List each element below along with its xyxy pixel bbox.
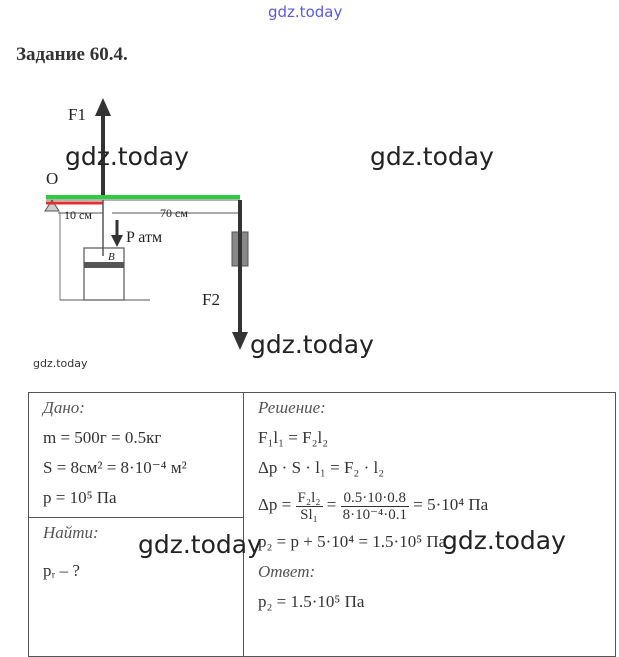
cylinder: [84, 248, 124, 300]
given-line-2: S = 8см² = 8·10⁻⁴ м²: [43, 458, 187, 477]
solution-header: Решение:: [258, 398, 326, 417]
label-10cm: 10 см: [64, 208, 92, 222]
given-line-1: m = 500г = 0.5кг: [43, 428, 162, 447]
solution-line-4: p₂ = p + 5·10⁴ = 1.5·10⁵ Па: [258, 532, 447, 551]
label-b: B: [108, 251, 115, 263]
solution-line-2: Δp · S · l₁ = F₂ · l₂: [258, 458, 385, 477]
label-patm: P атм: [126, 229, 163, 246]
fraction-1: [296, 490, 323, 523]
patm-arrowhead: [111, 235, 123, 247]
find-line-1: pᵣ – ?: [43, 561, 80, 580]
watermark-1: gdz.today: [65, 142, 189, 171]
given-line-3: p = 10⁵ Па: [43, 488, 117, 507]
watermark-2: gdz.today: [370, 142, 494, 171]
solution-line-1: F₁l₁ = F₂l₂: [258, 428, 329, 447]
f1-arrowhead: [95, 98, 111, 116]
solution-line-3: [244, 483, 615, 527]
label-o: O: [46, 169, 59, 188]
piston: [84, 262, 124, 268]
watermark-small: gdz.today: [33, 357, 88, 370]
fraction-2-den: 8·10⁻⁴·0.1: [342, 506, 407, 523]
watermark-4: gdz.today: [138, 530, 262, 559]
label-f1: F1: [68, 105, 86, 124]
f2-arrowhead: [232, 332, 248, 350]
task-title: Задание 60.4.: [16, 44, 128, 65]
watermark-top: gdz.today: [268, 3, 343, 21]
fraction-2-num: 0.5·10·0.8: [341, 490, 409, 507]
answer-header: Ответ:: [258, 562, 316, 581]
answer-line: p₂ = 1.5·10⁵ Па: [258, 592, 365, 611]
left-column: [29, 393, 244, 657]
watermark-5: gdz.today: [442, 526, 566, 555]
fraction-1-num: F₂l₂: [297, 489, 321, 506]
right-column: [244, 393, 616, 657]
find-header: Найти:: [43, 523, 99, 542]
watermark-3: gdz.today: [250, 330, 374, 359]
line3-lhs: Δp =: [258, 495, 292, 514]
solution-table: [28, 392, 616, 657]
fraction-1-den: Sl₁: [300, 506, 318, 523]
given-header: Дано:: [43, 398, 85, 417]
line3-rhs: = 5·10⁴ Па: [413, 495, 489, 514]
label-70cm: 70 см: [160, 206, 188, 220]
line3-eq: =: [326, 495, 337, 514]
label-f2: F2: [202, 290, 220, 309]
fraction-2: [341, 490, 409, 523]
